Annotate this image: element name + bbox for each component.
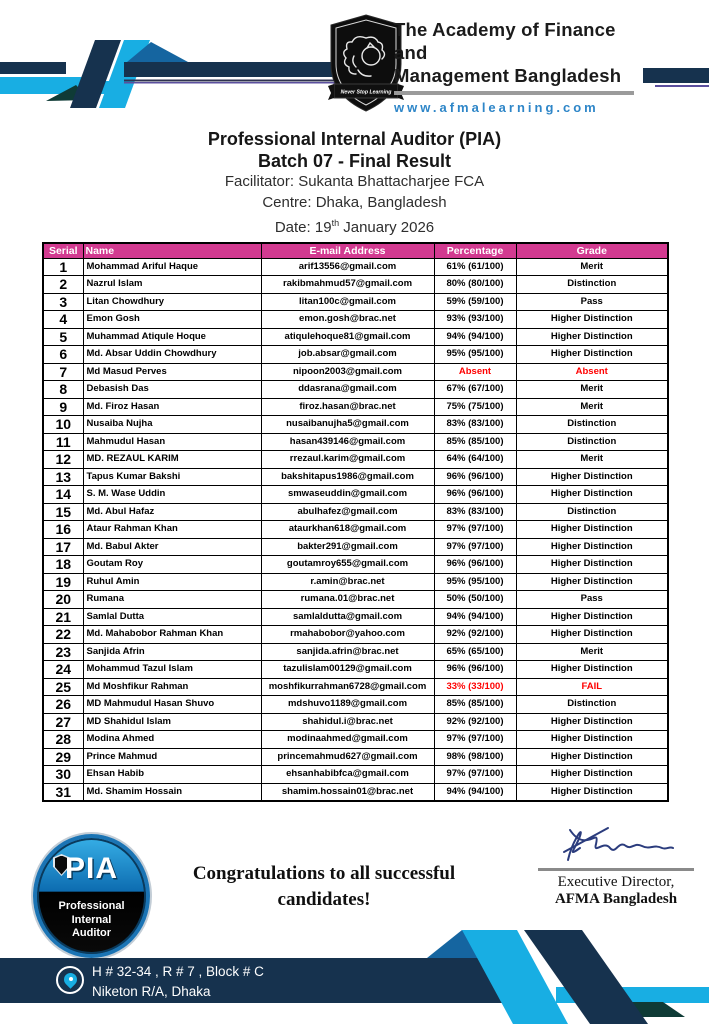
signature-scribble (556, 818, 676, 866)
cell-pct: 65% (65/100) (434, 643, 516, 661)
cell-pct: 97% (97/100) (434, 538, 516, 556)
pia-acronym: PIA (64, 852, 118, 885)
cell-name: Goutam Roy (83, 556, 261, 574)
table-row (43, 276, 668, 294)
cell-name: Prince Mahmud (83, 748, 261, 766)
table-row (43, 416, 668, 434)
cell-serial: 1 (43, 258, 83, 276)
cell-email: shahidul.i@brac.net (261, 713, 434, 731)
cell-pct: 80% (80/100) (434, 276, 516, 294)
cell-email: abulhafez@gmail.com (261, 503, 434, 521)
cell-email: hasan439146@gmail.com (261, 433, 434, 451)
table-row (43, 538, 668, 556)
table-row (43, 766, 668, 784)
cell-serial: 13 (43, 468, 83, 486)
cell-grade: Higher Distinction (516, 573, 668, 591)
cell-grade: Distinction (516, 276, 668, 294)
cell-name: Mahmudul Hasan (83, 433, 261, 451)
cell-grade: Pass (516, 293, 668, 311)
cell-grade: Higher Distinction (516, 486, 668, 504)
table-row (43, 713, 668, 731)
cell-serial: 10 (43, 416, 83, 434)
cell-pct: 83% (83/100) (434, 503, 516, 521)
table-row (43, 556, 668, 574)
cell-serial: 29 (43, 748, 83, 766)
cell-pct: 94% (94/100) (434, 328, 516, 346)
facilitator-line: Facilitator: Sukanta Bhattacharjee FCA (224, 173, 485, 190)
result-table (42, 242, 669, 802)
cell-grade: Higher Distinction (516, 538, 668, 556)
cell-grade: Absent (516, 363, 668, 381)
cell-pct: 75% (75/100) (434, 398, 516, 416)
cell-serial: 22 (43, 626, 83, 644)
cell-serial: 25 (43, 678, 83, 696)
location-pin-icon (56, 966, 84, 994)
result-table-body (43, 258, 668, 801)
cell-pct: 95% (95/100) (434, 346, 516, 364)
cell-email: princemahmud627@gmail.com (261, 748, 434, 766)
table-row (43, 748, 668, 766)
cell-pct: 96% (96/100) (434, 486, 516, 504)
cell-grade: Higher Distinction (516, 556, 668, 574)
cell-grade: Merit (516, 451, 668, 469)
cell-grade: Distinction (516, 416, 668, 434)
cell-email: rumana.01@brac.net (261, 591, 434, 609)
cell-pct: 96% (96/100) (434, 556, 516, 574)
cell-name: Nusaiba Nujha (83, 416, 261, 434)
cell-name: Md. Mahabobor Rahman Khan (83, 626, 261, 644)
cell-email: litan100c@gmail.com (261, 293, 434, 311)
cell-email: bakter291@gmail.com (261, 538, 434, 556)
table-row (43, 521, 668, 539)
table-row (43, 573, 668, 591)
cell-pct: 85% (85/100) (434, 696, 516, 714)
website-url: www.afmalearning.com (394, 100, 599, 115)
batch-result-title: Batch 07 - Final Result (257, 151, 452, 171)
cell-name: Emon Gosh (83, 311, 261, 329)
signature-org: AFMA Bangladesh (554, 890, 678, 907)
cell-email: goutamroy655@gmail.com (261, 556, 434, 574)
date-line: Date: 19th January 2026 (274, 218, 435, 236)
cell-name: Ehsan Habib (83, 766, 261, 784)
cell-email: sanjida.afrin@brac.net (261, 643, 434, 661)
cell-grade: Higher Distinction (516, 328, 668, 346)
table-row (43, 468, 668, 486)
cell-grade: Pass (516, 591, 668, 609)
cell-name: Nazrul Islam (83, 276, 261, 294)
cell-serial: 8 (43, 381, 83, 399)
cell-pct: 85% (85/100) (434, 433, 516, 451)
cell-grade: Higher Distinction (516, 311, 668, 329)
cell-serial: 30 (43, 766, 83, 784)
cell-email: moshfikurrahman6728@gmail.com (261, 678, 434, 696)
table-row (43, 293, 668, 311)
cell-email: samlaldutta@gmail.com (261, 608, 434, 626)
table-row (43, 678, 668, 696)
cell-serial: 11 (43, 433, 83, 451)
table-row (43, 731, 668, 749)
cell-email: r.amin@brac.net (261, 573, 434, 591)
cell-name: Md. Firoz Hasan (83, 398, 261, 416)
table-row (43, 503, 668, 521)
table-row (43, 363, 668, 381)
cell-pct: 64% (64/100) (434, 451, 516, 469)
cell-pct: 94% (94/100) (434, 608, 516, 626)
cell-name: Tapus Kumar Bakshi (83, 468, 261, 486)
cell-email: smwaseuddin@gmail.com (261, 486, 434, 504)
org-name-line2: Management Bangladesh (394, 65, 622, 86)
header-email: E-mail Address (261, 243, 434, 258)
table-row (43, 311, 668, 329)
cell-serial: 19 (43, 573, 83, 591)
cell-pct: 93% (93/100) (434, 311, 516, 329)
cell-name: Md. Absar Uddin Chowdhury (83, 346, 261, 364)
cell-serial: 20 (43, 591, 83, 609)
cell-grade: Higher Distinction (516, 713, 668, 731)
cell-grade: Merit (516, 381, 668, 399)
document-title-block (0, 128, 709, 239)
cell-serial: 21 (43, 608, 83, 626)
cell-email: rakibmahmud57@gmail.com (261, 276, 434, 294)
cell-email: job.absar@gmail.com (261, 346, 434, 364)
cell-name: Litan Chowdhury (83, 293, 261, 311)
cell-pct: Absent (434, 363, 516, 381)
table-row (43, 381, 668, 399)
table-row (43, 258, 668, 276)
cell-pct: 59% (59/100) (434, 293, 516, 311)
cell-serial: 7 (43, 363, 83, 381)
cell-serial: 23 (43, 643, 83, 661)
cell-serial: 4 (43, 311, 83, 329)
cell-grade: Higher Distinction (516, 521, 668, 539)
table-row (43, 608, 668, 626)
logo-banner-text: Never Stop Learning (340, 89, 392, 96)
cell-pct: 83% (83/100) (434, 416, 516, 434)
table-row (43, 661, 668, 679)
cell-serial: 5 (43, 328, 83, 346)
cell-grade: Distinction (516, 433, 668, 451)
cell-pct: 97% (97/100) (434, 766, 516, 784)
table-row (43, 346, 668, 364)
cell-name: Mohammad Ariful Haque (83, 258, 261, 276)
cell-serial: 2 (43, 276, 83, 294)
cell-email: firoz.hasan@brac.net (261, 398, 434, 416)
cell-serial: 14 (43, 486, 83, 504)
cell-grade: Merit (516, 258, 668, 276)
cell-pct: 92% (92/100) (434, 626, 516, 644)
cell-name: Ruhul Amin (83, 573, 261, 591)
table-row (43, 451, 668, 469)
cell-name: S. M. Wase Uddin (83, 486, 261, 504)
cell-grade: Higher Distinction (516, 748, 668, 766)
cell-email: ataurkhan618@gmail.com (261, 521, 434, 539)
cell-grade: Merit (516, 398, 668, 416)
cell-email: emon.gosh@brac.net (261, 311, 434, 329)
cell-grade: Higher Distinction (516, 468, 668, 486)
cell-grade: Higher Distinction (516, 608, 668, 626)
cell-serial: 16 (43, 521, 83, 539)
org-name-line1: The Academy of Finance and (394, 19, 616, 63)
header-percentage: Percentage (434, 243, 516, 258)
congratulations-text: Congratulations to all successful candidates! (192, 863, 456, 910)
cell-serial: 28 (43, 731, 83, 749)
cell-serial: 6 (43, 346, 83, 364)
cell-name: Sanjida Afrin (83, 643, 261, 661)
cell-serial: 9 (43, 398, 83, 416)
cell-name: MD Shahidul Islam (83, 713, 261, 731)
cell-email: atiqulehoque81@gmail.com (261, 328, 434, 346)
cell-name: Md. Shamim Hossain (83, 783, 261, 801)
cell-serial: 27 (43, 713, 83, 731)
signature-title: Executive Director, (557, 873, 675, 890)
cell-name: Rumana (83, 591, 261, 609)
cell-pct: 33% (33/100) (434, 678, 516, 696)
cell-pct: 95% (95/100) (434, 573, 516, 591)
cell-pct: 61% (61/100) (434, 258, 516, 276)
course-title: Professional Internal Auditor (PIA) (207, 129, 502, 149)
cell-pct: 97% (97/100) (434, 731, 516, 749)
cell-pct: 67% (67/100) (434, 381, 516, 399)
cell-grade: Higher Distinction (516, 346, 668, 364)
cell-serial: 26 (43, 696, 83, 714)
cell-serial: 31 (43, 783, 83, 801)
pia-badge-text: Professional Internal Auditor (58, 900, 125, 939)
cell-grade: Distinction (516, 503, 668, 521)
cell-serial: 24 (43, 661, 83, 679)
cell-email: shamim.hossain01@brac.net (261, 783, 434, 801)
cell-email: mdshuvo1189@gmail.com (261, 696, 434, 714)
cell-pct: 98% (98/100) (434, 748, 516, 766)
cell-grade: Higher Distinction (516, 661, 668, 679)
cell-name: Md. Babul Akter (83, 538, 261, 556)
cell-name: Debasish Das (83, 381, 261, 399)
cell-name: Ataur Rahman Khan (83, 521, 261, 539)
table-row (43, 783, 668, 801)
table-row (43, 591, 668, 609)
table-row (43, 433, 668, 451)
header-name: Name (83, 243, 261, 258)
cell-name: Md Masud Perves (83, 363, 261, 381)
header-serial: Serial (43, 243, 83, 258)
cell-name: Modina Ahmed (83, 731, 261, 749)
cell-email: tazulislam00129@gmail.com (261, 661, 434, 679)
cell-email: arif13556@gmail.com (261, 258, 434, 276)
cell-name: Muhammad Atiqule Hoque (83, 328, 261, 346)
cell-name: Md Moshfikur Rahman (83, 678, 261, 696)
cell-serial: 15 (43, 503, 83, 521)
cell-name: Md. Abul Hafaz (83, 503, 261, 521)
cell-email: ddasrana@gmail.com (261, 381, 434, 399)
cell-email: rmahabobor@yahoo.com (261, 626, 434, 644)
table-row (43, 626, 668, 644)
cell-grade: Merit (516, 643, 668, 661)
cell-grade: Higher Distinction (516, 626, 668, 644)
cell-name: Samlal Dutta (83, 608, 261, 626)
cell-pct: 50% (50/100) (434, 591, 516, 609)
cell-serial: 18 (43, 556, 83, 574)
cell-grade: Distinction (516, 696, 668, 714)
cell-grade: FAIL (516, 678, 668, 696)
table-row (43, 486, 668, 504)
cell-pct: 94% (94/100) (434, 783, 516, 801)
table-row (43, 643, 668, 661)
cell-email: rrezaul.karim@gmail.com (261, 451, 434, 469)
cell-serial: 12 (43, 451, 83, 469)
header-grade: Grade (516, 243, 668, 258)
signature-line (538, 868, 694, 871)
cell-grade: Higher Distinction (516, 783, 668, 801)
centre-line: Centre: Dhaka, Bangladesh (262, 193, 447, 211)
address-line1: H # 32-34 , R # 7 , Block # C (92, 964, 264, 979)
cell-grade: Higher Distinction (516, 766, 668, 784)
cell-serial: 3 (43, 293, 83, 311)
cell-email: modinaahmed@gmail.com (261, 731, 434, 749)
cell-pct: 96% (96/100) (434, 661, 516, 679)
address-text (92, 962, 264, 1001)
table-row (43, 696, 668, 714)
cell-email: ehsanhabibfca@gmail.com (261, 766, 434, 784)
cell-email: nusaibanujha5@gmail.com (261, 416, 434, 434)
cell-pct: 96% (96/100) (434, 468, 516, 486)
cell-serial: 17 (43, 538, 83, 556)
cell-grade: Higher Distinction (516, 731, 668, 749)
cell-email: nipoon2003@gmail.com (261, 363, 434, 381)
table-header-row (43, 243, 668, 258)
cell-pct: 92% (92/100) (434, 713, 516, 731)
cell-name: Mohammud Tazul Islam (83, 661, 261, 679)
cell-name: MD. REZAUL KARIM (83, 451, 261, 469)
cell-pct: 97% (97/100) (434, 521, 516, 539)
table-row (43, 328, 668, 346)
table-row (43, 398, 668, 416)
address-line2: Niketon R/A, Dhaka (92, 983, 211, 999)
cell-email: bakshitapus1986@gmail.com (261, 468, 434, 486)
org-divider (394, 91, 634, 95)
signature-block (538, 818, 694, 908)
cell-name: MD Mahmudul Hasan Shuvo (83, 696, 261, 714)
